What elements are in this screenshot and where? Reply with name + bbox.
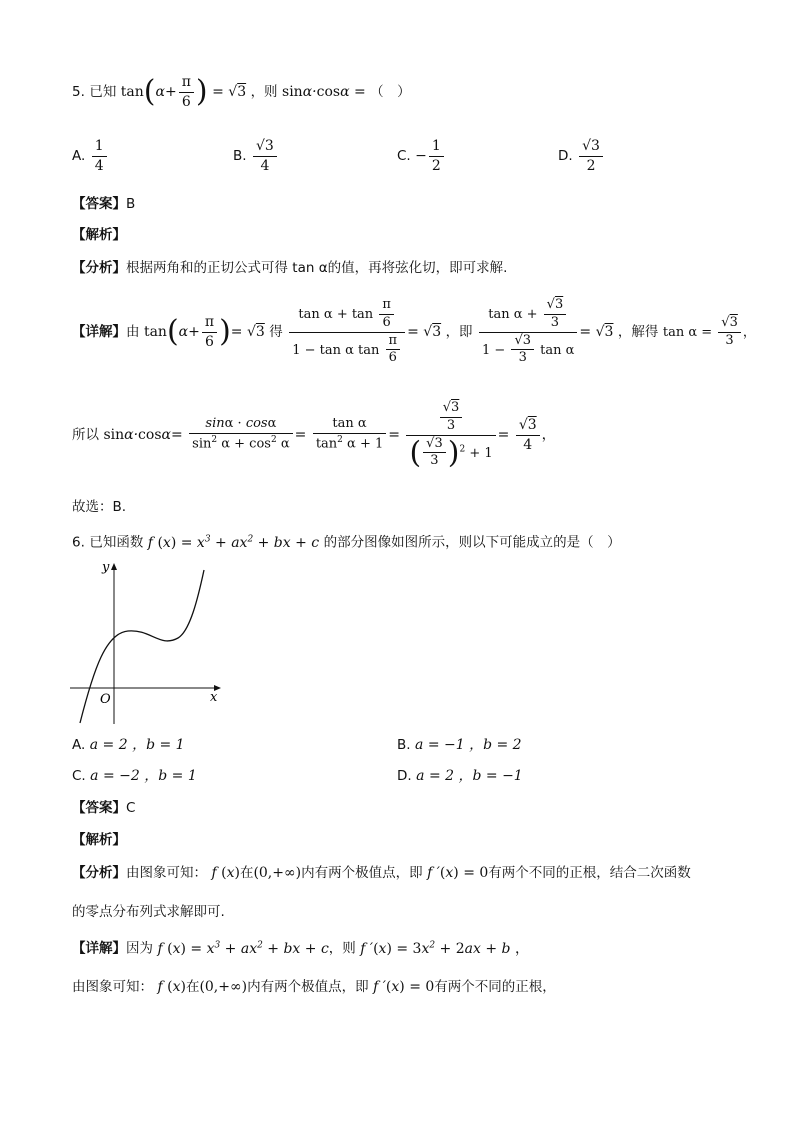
q5-analysis-label: 【解析】 — [72, 227, 126, 243]
fenxi-expr: f (x) — [211, 865, 240, 881]
answer-label: 【答案】 — [72, 800, 126, 816]
q6-option-b — [397, 734, 522, 754]
q6-fenxi-line2: 的零点分布列式求解即可. — [72, 904, 225, 920]
therefore-expr-1: sinα·cosα= — [103, 427, 183, 443]
option-letter: A. — [72, 737, 86, 753]
fenxi-text: 有两个不同的正根，结合二次函数 — [488, 865, 691, 881]
option-letter: D. — [397, 768, 412, 784]
q5-answer — [72, 192, 135, 212]
q6-option-a — [72, 734, 185, 754]
option-letter: B. — [397, 737, 411, 753]
therefore-expr-5: $\frac{√3}{4}$ — [516, 417, 540, 452]
q6-analysis-label: 【解析】 — [72, 832, 126, 848]
detail-label: 【详解】 — [72, 324, 126, 340]
therefore-expr-3: $\frac{\text{tan α}}{\tan^2 \alpha + 1}$ — [313, 417, 386, 452]
detail-deriv: f $'(x) = 3x^2 + 2ax + b$ ， — [360, 940, 529, 957]
fenxi-deriv: f ′(x) = 0 — [427, 865, 489, 881]
q6-stem-text: 的部分图像如图所示，则以下可能成立的是（ ） — [323, 534, 621, 551]
q6-stem-text: 已知函数 — [89, 534, 144, 551]
q5-therefore: 所以 sinα·cosα= $\frac{\sin\alpha \cdot \cos\alpha}{\sin^2 \alpha + \cos^2 \alpha}$ = $\frac{\text{tan α}}{\tan^2 \alpha + 1}$ = $\frac{√3}{3}$ ( $\frac{√3}{3}$ )$^2$ + 1 = $\frac{√3}{4}$ ， — [72, 399, 556, 470]
last-deriv: f ′(x) = 0 — [373, 979, 435, 995]
option-letter: C. — [72, 768, 86, 784]
therefore-expr-4: $\frac{√3}{3}$ ( $\frac{√3}{3}$ )$^2$ + 1 — [406, 401, 495, 470]
y-axis-label: y — [102, 560, 110, 575]
q6-option-c — [72, 765, 197, 785]
last-expr: f (x) — [157, 979, 186, 995]
q6-stem — [72, 528, 621, 550]
detail-text: ，即 — [445, 324, 473, 340]
cubic-curve — [80, 570, 204, 723]
option-fraction: $\frac{1}{4}$ — [92, 138, 107, 173]
fenxi-text: 根据两角和的正切公式可得 tan α的值，再将弦化切，即可求解. — [126, 260, 508, 276]
option-text: a = −2 ，b = 1 — [90, 768, 197, 784]
option-letter: B. — [233, 148, 247, 164]
detail-text: 得 — [269, 324, 283, 340]
q6-detail — [72, 934, 529, 960]
last-interval: (0,+∞) — [199, 979, 248, 995]
option-letter: A. — [72, 148, 86, 164]
q5-option-c — [397, 136, 446, 176]
detail-text: ，解得 — [617, 324, 659, 340]
q5-detail: 【详解】由 tan(α+ $\frac{\pi}{6}$ )= √3 得 tan α + tan $\frac{\pi}{6}$ 1 − tan α tan $\frac{\pi}{6}$ = √3 ，即 tan α + $\frac{√3}{3}$ 1 − $\frac{√3}{3}$ tan α = √3 ，解得 tan α = $\frac{√3}{3}$ ， — [72, 296, 756, 366]
q5-stem — [72, 74, 411, 110]
q5-number: 5. — [72, 84, 85, 100]
detail-text: 在 — [185, 979, 200, 995]
detail-text: 由图象可知： — [72, 979, 153, 995]
detail-text: 所以 — [72, 427, 99, 443]
q5-fenxi — [72, 256, 507, 276]
detail-func: f $(x) = x^3 + ax^2$ + bx + c — [157, 940, 329, 957]
detail-expr-4: tan α = $\frac{√3}{3}$ ， — [662, 315, 756, 348]
fenxi-interval: (0,+∞) — [253, 865, 302, 881]
detail-expr-2: tan α + tan $\frac{\pi}{6}$ 1 − tan α tan $\frac{\pi}{6}$ — [289, 298, 405, 367]
fenxi-text: 内有两个极值点，即 — [301, 865, 423, 881]
detail-label: 【详解】 — [72, 940, 126, 957]
q5-option-a — [72, 136, 109, 176]
option-fraction: $\frac{1}{2}$ — [429, 138, 444, 173]
q5-target-expr: sinα·cosα = — [282, 84, 366, 100]
q6-answer — [72, 796, 135, 816]
q5-given-expr: tan(α+ $\frac{\pi}{6}$ ) = √3 — [120, 74, 247, 110]
answer-value: B — [126, 196, 136, 212]
q5-option-b — [233, 134, 279, 178]
fenxi-label: 【分析】 — [72, 260, 126, 276]
q5-paren: （ ） — [370, 84, 411, 100]
detail-text: 有两个不同的正根， — [434, 979, 556, 995]
option-sign: − — [415, 148, 427, 164]
option-letter: C. — [397, 148, 411, 164]
q6-function-graph — [66, 558, 226, 728]
detail-text: 内有两个极值点，即 — [247, 979, 369, 995]
q5-known-text: 已知 — [89, 84, 117, 100]
option-text: a = −1 ，b = 2 — [415, 737, 522, 753]
option-text: a = 2 ，b = 1 — [89, 737, 185, 753]
answer-label: 【答案】 — [72, 196, 126, 212]
detail-text: 因为 — [126, 940, 153, 957]
detail-text: ，则 — [328, 940, 356, 957]
fenxi-text: 在 — [239, 865, 254, 881]
fenxi-text: 由图象可知： — [126, 865, 207, 881]
origin-label: O — [100, 692, 111, 707]
x-axis-label: x — [210, 690, 218, 705]
q5-choice: 故选：B. — [72, 499, 127, 515]
option-letter: D. — [558, 148, 573, 164]
q6-function-expr: f $(x) = x^3 + ax^2$ + bx + c — [147, 534, 320, 551]
detail-expr-1: tan(α+ $\frac{\pi}{6}$ )= √3 — [143, 314, 265, 350]
detail-text: 由 — [126, 324, 140, 340]
q6-number: 6. — [72, 534, 85, 551]
q6-last-line — [72, 976, 556, 998]
q6-option-d — [397, 765, 523, 785]
option-fraction: $\frac{√3}{2}$ — [579, 138, 603, 173]
answer-value: C — [126, 800, 136, 816]
option-fraction: $\frac{√3}{4}$ — [253, 138, 277, 173]
detail-expr-3: tan α + $\frac{√3}{3}$ 1 − $\frac{√3}{3}$ tan α — [479, 298, 577, 367]
q5-option-d — [558, 134, 605, 178]
q5-then-text: ，则 — [250, 84, 278, 100]
therefore-expr-2: $\frac{\sin\alpha \cdot \cos\alpha}{\sin^2 \alpha + \cos^2 \alpha}$ — [189, 417, 292, 452]
q6-fenxi — [72, 862, 691, 884]
option-text: a = 2 ，b = −1 — [416, 768, 523, 784]
fenxi-label: 【分析】 — [72, 865, 126, 881]
